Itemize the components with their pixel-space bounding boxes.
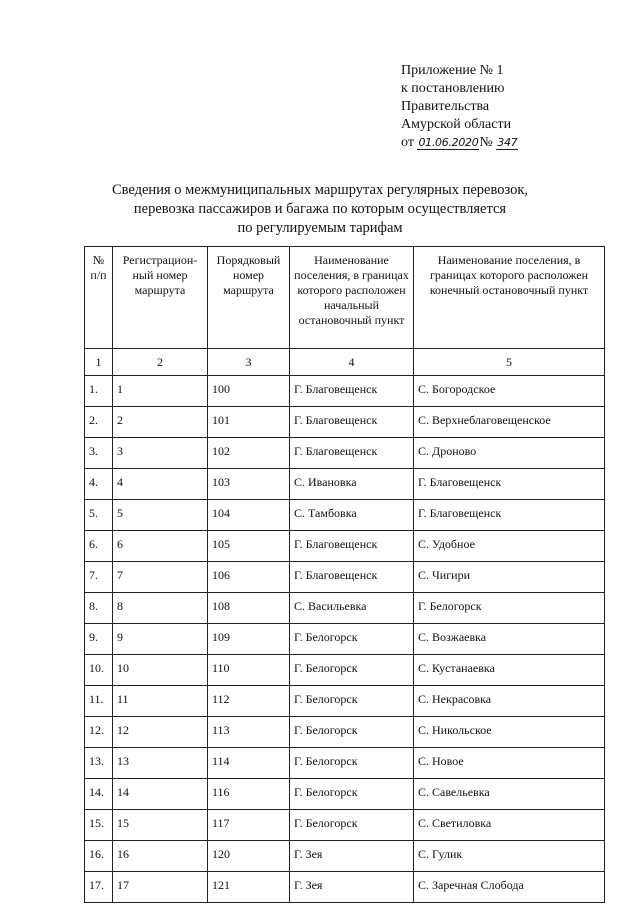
start-settlement-cell: Г. Белогорск: [290, 624, 414, 655]
start-settlement-cell: Г. Зея: [290, 872, 414, 903]
start-settlement-cell: Г. Благовещенск: [290, 562, 414, 593]
row-number-cell: 13.: [85, 748, 113, 779]
registration-number-cell: 13: [113, 748, 208, 779]
end-settlement-cell: С. Некрасовка: [414, 686, 605, 717]
row-number-cell: 12.: [85, 717, 113, 748]
end-settlement-cell: С. Дроново: [414, 438, 605, 469]
start-settlement-cell: Г. Зея: [290, 841, 414, 872]
heading-line-2: перевозка пассажиров и багажа по которым осуществляется: [133, 201, 507, 217]
appendix-title: Приложение № 1: [401, 63, 504, 78]
ordinal-number-cell: 106: [208, 562, 290, 593]
row-number-cell: 6.: [85, 531, 113, 562]
start-settlement-cell: Г. Белогорск: [290, 810, 414, 841]
registration-number-cell: 5: [113, 500, 208, 531]
ordinal-number-cell: 120: [208, 841, 290, 872]
column-number: 4: [290, 349, 414, 376]
ordinal-number-cell: 102: [208, 438, 290, 469]
end-settlement-cell: С. Кустанаевка: [414, 655, 605, 686]
ordinal-number-cell: 121: [208, 872, 290, 903]
registration-number-cell: 8: [113, 593, 208, 624]
row-number-cell: 14.: [85, 779, 113, 810]
ordinal-number-cell: 103: [208, 469, 290, 500]
table-row: [85, 500, 605, 531]
column-number: 1: [85, 349, 113, 376]
start-settlement-cell: Г. Белогорск: [290, 686, 414, 717]
end-settlement-cell: Г. Благовещенск: [414, 500, 605, 531]
column-number: 2: [113, 349, 208, 376]
end-settlement-cell: С. Богородское: [414, 376, 605, 407]
heading-line-3: по регулируемым тарифам: [237, 220, 403, 236]
appendix-line-4: Амурской области: [401, 117, 512, 132]
document-heading: [100, 181, 540, 238]
table-row: [85, 438, 605, 469]
header-registration-number: Регистрацион-ный номер маршрута: [113, 247, 208, 349]
table-header-row: [85, 247, 605, 349]
row-number-cell: 10.: [85, 655, 113, 686]
start-settlement-cell: С. Тамбовка: [290, 500, 414, 531]
start-settlement-cell: Г. Белогорск: [290, 779, 414, 810]
table-row: [85, 841, 605, 872]
header-end-settlement: Наименование поселения, в границах которого расположен конечный остановочный пункт: [414, 247, 605, 349]
end-settlement-cell: С. Чигири: [414, 562, 605, 593]
ordinal-number-cell: 104: [208, 500, 290, 531]
table-row: [85, 748, 605, 779]
table-row: [85, 562, 605, 593]
column-numbers-row: [85, 349, 605, 376]
end-settlement-cell: С. Новое: [414, 748, 605, 779]
end-settlement-cell: С. Гулик: [414, 841, 605, 872]
appendix-line-2: к постановлению: [401, 81, 505, 96]
column-number: 5: [414, 349, 605, 376]
registration-number-cell: 11: [113, 686, 208, 717]
row-number-cell: 7.: [85, 562, 113, 593]
ordinal-number-cell: 112: [208, 686, 290, 717]
table-row: [85, 624, 605, 655]
start-settlement-cell: Г. Благовещенск: [290, 407, 414, 438]
table-row: [85, 469, 605, 500]
table-row: [85, 810, 605, 841]
header-start-settlement: Наименование поселения, в границах которого расположен начальный остановочный пункт: [290, 247, 414, 349]
registration-number-cell: 4: [113, 469, 208, 500]
registration-number-cell: 1: [113, 376, 208, 407]
end-settlement-cell: Г. Благовещенск: [414, 469, 605, 500]
registration-number-cell: 7: [113, 562, 208, 593]
start-settlement-cell: Г. Белогорск: [290, 748, 414, 779]
column-number: 3: [208, 349, 290, 376]
ordinal-number-cell: 100: [208, 376, 290, 407]
ordinal-number-cell: 108: [208, 593, 290, 624]
registration-number-cell: 10: [113, 655, 208, 686]
row-number-cell: 1.: [85, 376, 113, 407]
heading-line-1: Сведения о межмуниципальных маршрутах регулярных перевозок,: [111, 182, 529, 198]
ordinal-number-cell: 117: [208, 810, 290, 841]
ordinal-number-cell: 101: [208, 407, 290, 438]
start-settlement-cell: Г. Благовещенск: [290, 531, 414, 562]
registration-number-cell: 12: [113, 717, 208, 748]
registration-number-cell: 17: [113, 872, 208, 903]
row-number-cell: 16.: [85, 841, 113, 872]
start-settlement-cell: С. Ивановка: [290, 469, 414, 500]
row-number-cell: 4.: [85, 469, 113, 500]
row-number-cell: 8.: [85, 593, 113, 624]
table-row: [85, 872, 605, 903]
table-row: [85, 376, 605, 407]
ordinal-number-cell: 114: [208, 748, 290, 779]
start-settlement-cell: Г. Белогорск: [290, 717, 414, 748]
header-ordinal-number: Порядковый номер маршрута: [208, 247, 290, 349]
end-settlement-cell: С. Заречная Слобода: [414, 872, 605, 903]
registration-number-cell: 16: [113, 841, 208, 872]
table-row: [85, 655, 605, 686]
registration-number-cell: 2: [113, 407, 208, 438]
start-settlement-cell: Г. Белогорск: [290, 655, 414, 686]
table-row: [85, 531, 605, 562]
date-prefix: от: [401, 135, 414, 150]
table-row: [85, 407, 605, 438]
table-row: [85, 686, 605, 717]
handwritten-date: 01.06.2020: [418, 136, 479, 149]
ordinal-number-cell: 116: [208, 779, 290, 810]
appendix-line-3: Правительства: [401, 99, 490, 114]
appendix-date-line: [401, 134, 518, 152]
registration-number-cell: 15: [113, 810, 208, 841]
start-settlement-cell: Г. Благовещенск: [290, 376, 414, 407]
table-row: [85, 593, 605, 624]
table-row: [85, 779, 605, 810]
end-settlement-cell: С. Верхнеблаговещенское: [414, 407, 605, 438]
ordinal-number-cell: 113: [208, 717, 290, 748]
start-settlement-cell: С. Васильевка: [290, 593, 414, 624]
end-settlement-cell: С. Возжаевка: [414, 624, 605, 655]
header-row-number: № п/п: [85, 247, 113, 349]
registration-number-cell: 9: [113, 624, 208, 655]
ordinal-number-cell: 110: [208, 655, 290, 686]
appendix-block: [401, 62, 518, 152]
row-number-cell: 17.: [85, 872, 113, 903]
end-settlement-cell: Г. Белогорск: [414, 593, 605, 624]
end-settlement-cell: С. Светиловка: [414, 810, 605, 841]
start-settlement-cell: Г. Благовещенск: [290, 438, 414, 469]
number-sign: №: [479, 135, 493, 150]
end-settlement-cell: С. Савельевка: [414, 779, 605, 810]
routes-table: [84, 246, 605, 903]
row-number-cell: 9.: [85, 624, 113, 655]
registration-number-cell: 6: [113, 531, 208, 562]
row-number-cell: 3.: [85, 438, 113, 469]
table-row: [85, 717, 605, 748]
ordinal-number-cell: 109: [208, 624, 290, 655]
row-number-cell: 15.: [85, 810, 113, 841]
ordinal-number-cell: 105: [208, 531, 290, 562]
end-settlement-cell: С. Никольское: [414, 717, 605, 748]
registration-number-cell: 14: [113, 779, 208, 810]
handwritten-number: 347: [497, 136, 518, 149]
registration-number-cell: 3: [113, 438, 208, 469]
row-number-cell: 2.: [85, 407, 113, 438]
row-number-cell: 5.: [85, 500, 113, 531]
end-settlement-cell: С. Удобное: [414, 531, 605, 562]
row-number-cell: 11.: [85, 686, 113, 717]
